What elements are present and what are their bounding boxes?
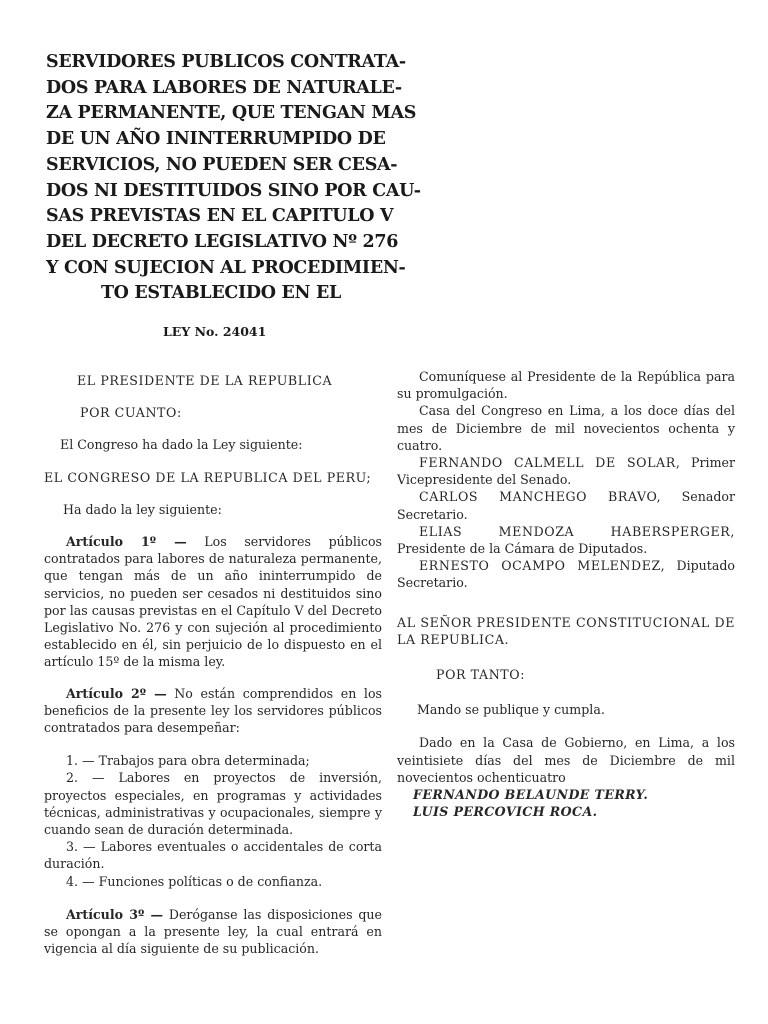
right-column [397, 368, 735, 820]
headline-line: DE UN AÑO ININTERRUMPIDO DE [46, 129, 386, 150]
signatory-2 [397, 488, 735, 522]
article-2-list [44, 752, 382, 890]
signatory-4 [397, 557, 735, 591]
law-number: LEY No. 24041 [163, 324, 267, 339]
headline-line: DEL DECRETO LEGISLATIVO Nº 276 [46, 231, 399, 252]
final-signature-minister: LUIS PERCOVICH ROCA. [413, 804, 598, 820]
has-given-law: Ha dado la ley siguiente: [63, 501, 222, 517]
headline-line: ZA PERMANENTE, QUE TENGAN MAS [46, 103, 417, 124]
congress-house-paragraph: Casa del Congreso en Lima, a los doce días del mes de Diciembre de mil novecientos ochenta y cuatro. [397, 403, 735, 453]
final-signature-president: FERNANDO BELAUNDE TERRY. [413, 787, 649, 803]
signatory-1-name: FERNANDO CALMELL DE SOLAR, [419, 455, 681, 471]
headline-line: DOS NI DESTITUIDOS SINO POR CAU- [46, 180, 421, 201]
signatory-1 [397, 454, 735, 488]
headline-line: TO ESTABLECIDO EN EL [100, 283, 342, 304]
article-3-label: Artículo 3º — [66, 906, 164, 922]
signatory-4-name: ERNESTO OCAMPO MELENDEZ, [419, 558, 666, 574]
headline-line: Y CON SUJECION AL PROCEDIMIEN- [46, 257, 406, 278]
list-item: 4. — Funciones políticas o de confianza. [66, 873, 323, 889]
article-2 [44, 685, 382, 737]
headline-line: SAS PREVISTAS EN EL CAPITULO V [46, 206, 394, 227]
law-headline [46, 50, 421, 307]
article-2-text: No están comprendidos en los beneficios de la presente ley los servidores públicos contratados para desempeñar: [44, 685, 382, 736]
article-1-label: Artículo 1º — [66, 534, 187, 550]
congress-name: EL CONGRESO DE LA REPUBLICA DEL PERU; [44, 469, 372, 485]
article-2-label: Artículo 2º — [66, 685, 167, 701]
por-cuanto-heading: POR CUANTO: [80, 405, 182, 421]
article-1-text: Los servidores públicos contratados para labores de naturaleza permanente, que tengan más de un año ininterrumpido de servicios, no pueden ser cesados ni destituidos sino por las causas previstas en el Capítulo V del Decreto Legislativo No. 276 y con sujeción al procedimiento establecido en él, sin perjuicio de lo dispuesto en el artículo 15º de la misma ley. [44, 534, 382, 670]
dated-paragraph: Dado en la Casa de Gobierno, en Lima, a los veintisiete días del mes de Diciembre de mil novecientos ochenticuatro [397, 735, 735, 785]
congress-given-law: El Congreso ha dado la Ley siguiente: [60, 437, 303, 453]
por-tanto-heading: POR TANTO: [436, 667, 526, 683]
list-item: 1. — Trabajos para obra determinada; [66, 753, 310, 769]
left-column [44, 372, 382, 957]
signatory-3-name: ELIAS MENDOZA HABERSPERGER, [419, 523, 735, 539]
list-item: 3. — Labores eventuales o accidentales de corta duración. [44, 839, 382, 872]
article-3 [44, 906, 382, 958]
signatory-2-title: Senador Secretario. [397, 489, 736, 522]
signatory-2-name: CARLOS MANCHEGO BRAVO, [419, 489, 662, 505]
signatory-1-title: Primer Vicepresidente del Senado. [397, 455, 735, 488]
list-item: 2. — Labores en proyectos de inversión, proyectos especiales, en programas y actividades técnicas, administrativas y ocupacionales, siempre y cuando sean de duración determinada. [44, 770, 382, 838]
communicate-paragraph: Comuníquese al Presidente de la República para su promulgación. [397, 369, 735, 402]
article-1 [44, 533, 382, 671]
headline-line: DOS PARA LABORES DE NATURALE- [46, 77, 402, 98]
signatory-3-title: Presidente de la Cámara de Diputados. [397, 541, 648, 557]
addressee: AL SEÑOR PRESIDENTE CONSTITUCIONAL DE LA REPUBLICA. [397, 614, 735, 647]
article-3-text: Deróganse las disposiciones que se opongan a la presente ley, la cual entrará en vigencia al día siguiente de su publicación. [44, 906, 382, 957]
president-heading: EL PRESIDENTE DE LA REPUBLICA [77, 373, 333, 388]
headline-line: SERVIDORES PUBLICOS CONTRATA- [46, 52, 406, 72]
signatory-3 [397, 523, 735, 557]
publish-order: Mando se publique y cumpla. [417, 702, 605, 718]
headline-line: SERVICIOS, NO PUEDEN SER CESA- [46, 154, 398, 175]
signatory-4-title: Diputado Secretario. [397, 558, 735, 591]
